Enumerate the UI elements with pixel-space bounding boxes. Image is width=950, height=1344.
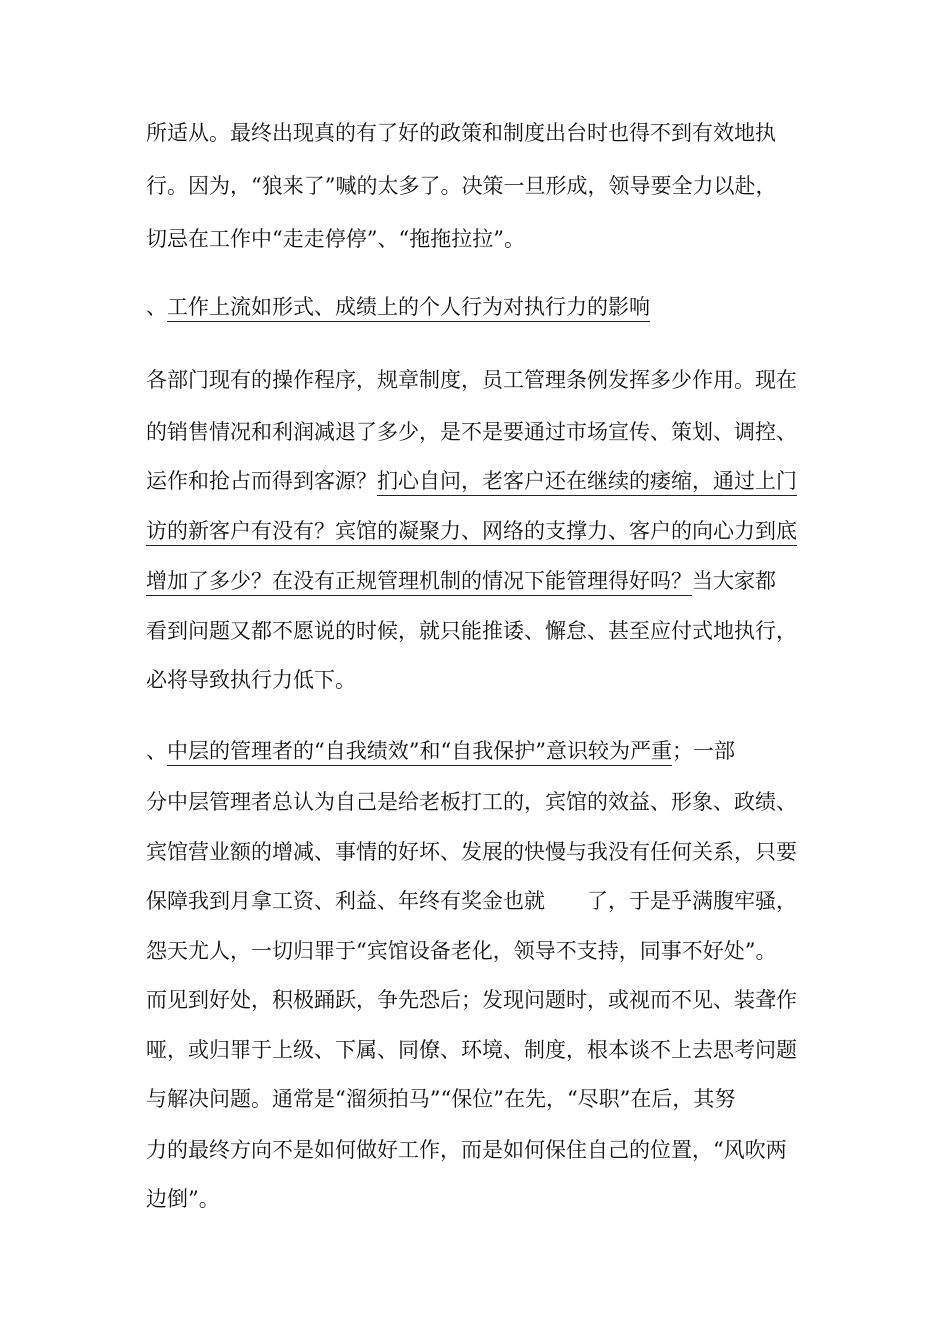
heading-prefix: 、	[146, 295, 167, 319]
text-line: 的销售情况和利润减退了多少，是不是要通过市场宣传、策划、调控、	[146, 420, 797, 444]
text-line: 分中层管理者总认为自己是给老板打工的，宾馆的效益、形象、政绩、	[146, 790, 797, 814]
plain-text: ；一部	[671, 739, 735, 763]
plain-text: 运作和抢占而得到客源？	[146, 469, 377, 493]
text-line: 必将导致执行力低下。	[146, 668, 356, 692]
text-line: 所适从。最终出现真的有了好的政策和制度出台时也得不到有效地执	[146, 121, 776, 145]
underlined-heading: 中层的管理者的“自我绩效”和“自我保护”意识较为严重	[167, 739, 672, 766]
text-line: 哑，或归罪于上级、下属、同僚、环境、制度，根本谈不上去思考问题	[146, 1038, 797, 1062]
text-line	[146, 466, 797, 496]
text-line: 行。因为，“狼来了”喊的太多了。决策一旦形成，领导要全力以赴，	[146, 174, 777, 198]
text-line: 保障我到月拿工资、利益、年终有奖金也就 了，于是乎满腹牢骚，	[146, 889, 797, 913]
text-line	[146, 566, 776, 596]
text-line: 怨天尤人，一切归罪于“宾馆设备老化，领导不支持，同事不好处”。	[146, 939, 777, 963]
text-line: 力的最终方向不是如何做好工作，而是如何保住自己的位置，“风吹两	[146, 1138, 787, 1162]
text-line: 宾馆营业额的增减、事情的好坏、发展的快慢与我没有任何关系，只要	[146, 840, 797, 864]
text-line: 边倒”。	[146, 1187, 220, 1211]
text-line: 切忌在工作中“走走停停”、“拖拖拉拉”。	[146, 227, 525, 251]
text-line	[146, 516, 797, 546]
text-line: 看到问题又都不愿说的时候，就只能推诿、懈怠、甚至应付式地执行，	[146, 619, 797, 643]
underlined-heading: 工作上流如形式、成绩上的个人行为对执行力的影响	[167, 295, 650, 322]
underlined-text: 访的新客户有没有？宾馆的凝聚力、网络的支撑力、客户的向心力到底	[146, 519, 797, 546]
text-line	[146, 736, 735, 766]
underlined-text: 增加了多少？在没有正规管理机制的情况下能管理得好吗？	[146, 569, 692, 596]
heading-prefix: 、	[146, 739, 167, 763]
section-heading	[146, 292, 650, 322]
text-line: 与解决问题。通常是“溜须拍马”“保位”在先，“尽职”在后，其努	[146, 1087, 736, 1111]
text-line: 而见到好处，积极踊跃，争先恐后；发现问题时，或视而不见、装聋作	[146, 988, 797, 1012]
plain-text: 当大家都	[692, 569, 776, 593]
underlined-text: 扪心自问，老客户还在继续的痿缩，通过上门	[377, 469, 797, 496]
text-line: 各部门现有的操作程序，规章制度，员工管理条例发挥多少作用。现在	[146, 368, 797, 392]
